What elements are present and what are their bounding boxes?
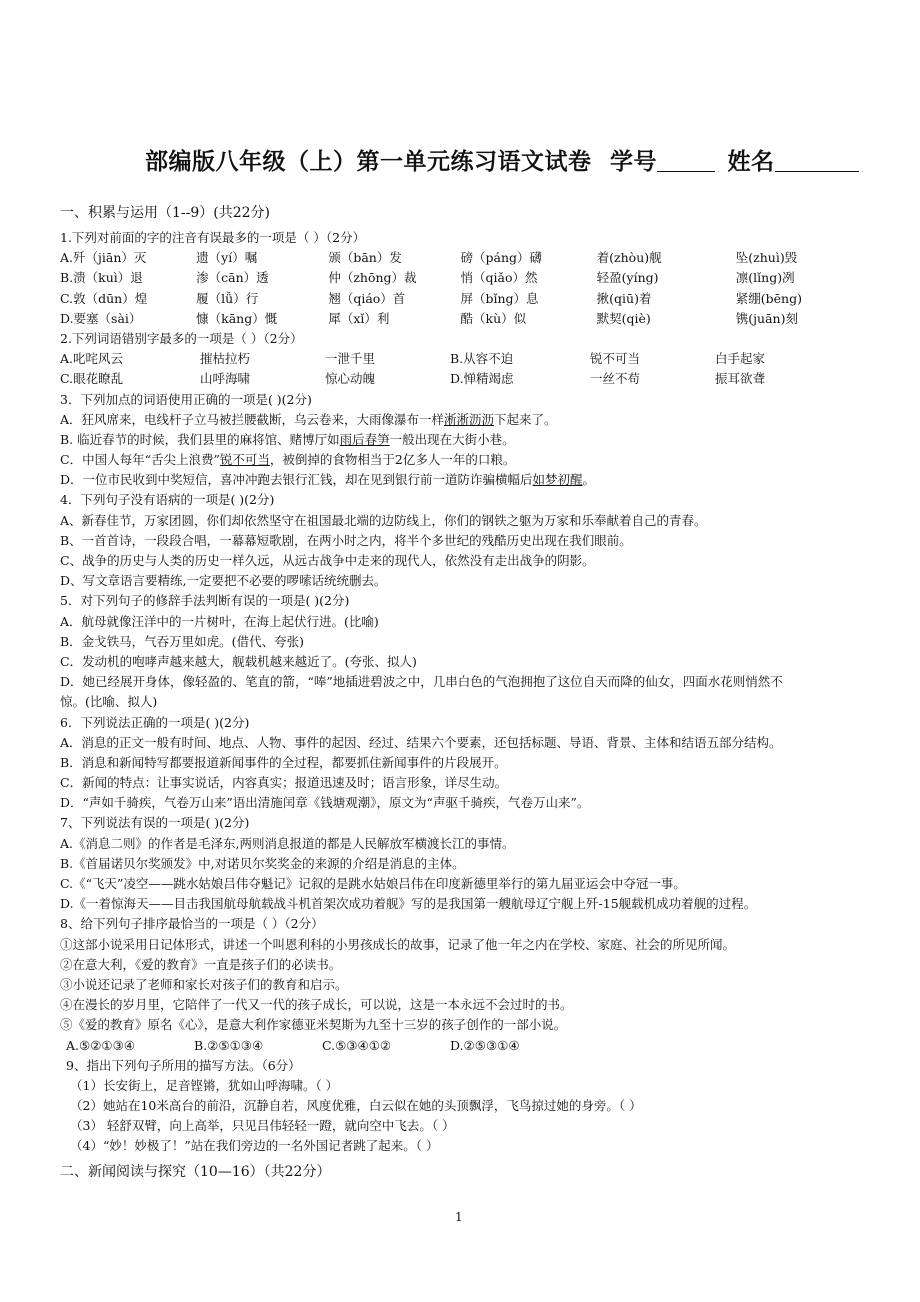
q4-stem: 4．下列句子没有语病的一项是( )(2分) [60,492,275,508]
page-number: 1 [455,1210,463,1224]
q7-stem: 7、下列说法有误的一项是( )(2分) [60,815,250,831]
section-2-heading: 二、新闻阅读与探究（10—16）（共22分） [60,1163,331,1180]
q3-d-underlined: 如梦初醒 [532,472,583,488]
q8-stem: 8、给下列句子排序最恰当的一项是（ ）（2分） [60,916,324,932]
q7-option-b: B.《首届诺贝尔奖颁发》中,对诺贝尔奖奖金的来源的介绍是消息的主体。 [60,855,465,871]
q8-option: B.②⑤①③④ [194,1037,264,1053]
q3-b-underlined: 雨后春笋 [339,431,390,447]
q1-cell: 酷（kù）似 [460,310,527,326]
q1-cell: 默契(qiè) [596,310,651,326]
q2-cell: D.惮精竭虑 [450,371,514,387]
q3-option-c [60,450,860,470]
q9-sentence-1: （1）长安街上，足音铿锵，犹如山呼海啸。（ ） [70,1077,339,1093]
q3-c-pre: C．中国人每年“舌尖上浪费” [60,452,220,468]
q2-cell: 摧枯拉朽 [200,351,251,367]
q8-options [60,1036,860,1056]
q2-cell: 惊心动魄 [325,371,376,387]
q1-stem: 1.下列对前面的字的注音有误最多的一项是（ ）（2分） [60,230,366,245]
q2-cell: 一丝不苟 [590,371,641,387]
q2-cell: 山呼海啸 [200,371,251,387]
exam-content [60,198,860,1187]
q4-option-d: D、写文章语言要精练,一定要把不必要的啰嗦话统统删去。 [60,573,387,589]
q1-row-d [60,309,860,329]
q4-option-a: A、新春佳节，万家团圆，你们却依然坚守在祖国最北端的边防线上，你们的钢铁之躯为万家和乐奉献着自己的青春。 [60,512,707,528]
exam-title [145,143,859,176]
q5-option-d-line2: 惊。(比喻、拟人) [60,694,158,710]
q9-sentence-3: （3） 轻舒双臂，向上高举，只见吕伟轻轻一蹬，就向空中飞去。（ ） [70,1118,455,1134]
q1-cell: 轻盈(yíng) [596,270,659,286]
q1-cell: 渗（cān）透 [196,270,269,286]
q8-sentence-4: ④在漫长的岁月里，它陪伴了一代又一代的孩子成长，可以说，这是一本永远不会过时的书。 [60,997,573,1013]
q2-cell: A.叱咤风云 [60,351,124,367]
q1-cell: 慷（kāng）慨 [196,310,278,326]
xingming-label: 姓名 [727,148,775,175]
q3-a-post: 下起来了。 [494,411,557,427]
q1-cell: 着(zhòu)舰 [596,250,662,266]
q3-option-a [60,410,860,430]
q3-c-post: ，被倒掉的食物相当于2亿多人一年的口粮。 [269,452,516,468]
q3-d-pre: D．一位市民收到中奖短信，喜冲冲跑去银行汇钱，却在见到银行前一道防诈骗横幅后 [60,472,533,488]
q7-option-d: D.《一着惊海天——目击我国航母航载战斗机首架次成功着舰》写的是我国第一艘航母辽宁舰上歼-15舰载机成功着舰的过程。 [60,896,757,912]
q1-cell: C.敦（dūn）煌 [60,290,148,306]
q6-option-c: C．新闻的特点：让事实说话，内容真实；报道迅速及时；语言形象，详尽生动。 [60,775,508,791]
q9-sentence-2: （2）她站在10米高台的前沿，沉静自若，风度优雅，白云似在她的头顶飘浮，飞鸟掠过她的身旁。（ ） [70,1098,642,1114]
q5-option-d-line1: D．她已经展开身体，像轻盈的、笔直的箭，“唪”地插进碧波之中，几串白色的气泡拥抱了这位自天而降的仙女，四面水花则悄然不 [60,674,783,690]
xuehao-blank[interactable] [657,149,715,172]
q9-sentence-4: （4）“妙！妙极了！”站在我们旁边的一名外国记者跳了起来。（ ） [70,1138,439,1154]
q1-cell: 遗（yí）嘱 [196,250,258,266]
q6-option-a: A．消息的正文一般有时间、地点、人物、事件的起因、经过、结果六个要素，还包括标题、导语、背景、主体和结语五部分结构。 [60,734,782,750]
q3-b-pre: B. 临近春节的时候，我们县里的麻将馆、赌博厅如 [60,431,340,447]
q1-cell: 屏（bǐng）息 [460,290,539,306]
q8-option: C.⑤③④①② [322,1037,392,1053]
q8-sentence-2: ②在意大利，《爱的教育》一直是孩子们的必读书。 [60,956,342,972]
q1-cell: 紧绷(bēng) [735,290,802,306]
q1-cell: 犀（xǐ）利 [328,310,390,326]
xuehao-label: 学号 [610,148,658,175]
q1-cell: A.歼（jiān）灭 [60,250,147,266]
q1-cell: 翘（qiáo）首 [328,290,406,306]
q1-cell: 履（lǚ）行 [196,290,259,306]
q2-cell: B.从容不迫 [450,351,514,367]
q3-stem: 3．下列加点的词语使用正确的一项是( )(2分) [60,391,312,407]
q3-a-underlined: 淅淅沥沥 [444,411,495,427]
q1-cell: D.要塞（sài） [60,310,142,326]
title-text: 部编版八年级（上）第一单元练习语文试卷 [145,148,592,175]
q9-stem: 9、指出下列句子所用的描写方法。（6分） [66,1057,301,1073]
q4-option-b: B、一首首诗，一段段合唱，一幕幕短歌剧，在两小时之内，将半个多世纪的残酷历史出现在我们眼前。 [60,532,632,548]
q3-b-post: 一般出现在大街小巷。 [389,431,515,447]
xingming-blank[interactable] [775,149,859,172]
q1-cell: 悄（qiǎo）然 [460,270,538,286]
q1-cell: 凛(lǐng)冽 [735,270,795,286]
q3-c-underlined: 锐不可当 [219,452,270,468]
q5-stem: 5．对下列句子的修辞手法判断有误的一项是( )(2分) [60,593,350,609]
q8-sentence-1: ①这部小说采用日记体形式，讲述一个叫恩利科的小男孩成长的故事，记录了他一年之内在学校、家庭、社会的所见所闻。 [60,936,736,952]
q2-cell: 振耳欲聋 [715,371,766,387]
q2-cell: 锐不可当 [590,351,641,367]
q4-option-c: C、战争的历史与人类的历史一样久远，从远古战争中走来的现代人，依然没有走出战争的阴影。 [60,553,595,568]
q1-cell: 坠(zhuì)毁 [735,250,798,266]
q6-option-b: B．消息和新闻特写都要报道新闻事件的全过程，都要抓住新闻事件的片段展开。 [60,754,507,770]
q1-cell: 磅（páng）礴 [460,250,543,266]
q3-a-pre: A．狂风席来，电线杆子立马被拦腰截断，乌云卷来，大雨像瀑布一样 [60,411,445,427]
q6-option-d: D．“声如千骑疾，气卷万山来”语出清施闰章《钱塘观潮》，原文为“声驱千骑疾，气卷万山来”。 [60,795,590,811]
q2-cell: 一泄千里 [325,351,376,367]
q1-cell: 揪(qiū)着 [596,290,652,306]
section-1-heading: 一、积累与运用（1--9）(共22分) [60,205,271,221]
q7-option-a: A.《消息二则》的作者是毛泽东,两则消息报道的都是人民解放军横渡长江的事情。 [60,835,515,851]
q2-cell: C.眼花瞭乱 [60,371,124,387]
q3-option-b [60,430,860,450]
q8-option: A.⑤②①③④ [66,1037,136,1053]
q2-row-ab [60,349,860,369]
q1-row-a [60,248,860,268]
q2-row-cd [60,369,860,389]
q1-cell: 颁（bān）发 [328,250,402,266]
q1-row-b [60,268,860,288]
q1-cell: 仲（zhōng）裁 [328,270,417,286]
q2-cell: 白手起家 [715,351,766,367]
q1-cell: B.溃（kuì）退 [60,270,143,286]
q5-option-c: C．发动机的咆哮声越来越大，舰载机越来越近了。(夸张、拟人) [60,653,417,669]
q8-option: D.②⑤③①④ [450,1037,520,1053]
q3-d-post: 。 [582,472,596,488]
q6-stem: 6．下列说法正确的一项是( )(2分) [60,714,250,730]
q1-row-c [60,289,860,309]
q3-option-d [60,470,860,490]
q5-option-a: A．航母就像汪洋中的一片树叶，在海上起伏行进。(比喻) [60,613,379,629]
q1-cell: 镌(juān)刻 [735,310,798,326]
q8-sentence-5: ⑤《爱的教育》原名《心》，是意大利作家德亚米契斯为九至十三岁的孩子创作的一部小说。 [60,1017,567,1033]
q8-sentence-3: ③小说还记录了老师和家长对孩子们的教育和启示。 [60,976,348,992]
q5-option-b: B．金戈铁马，气吞万里如虎。(借代、夸张) [60,633,304,649]
q2-stem: 2.下列词语错别字最多的一项是（ ）（2分） [60,330,303,346]
q7-option-c: C.《“飞天”凌空——跳水姑娘吕伟夺魁记》记叙的是跳水姑娘吕伟在印度新德里举行的第九届亚运会中夺冠一事。 [60,876,686,891]
